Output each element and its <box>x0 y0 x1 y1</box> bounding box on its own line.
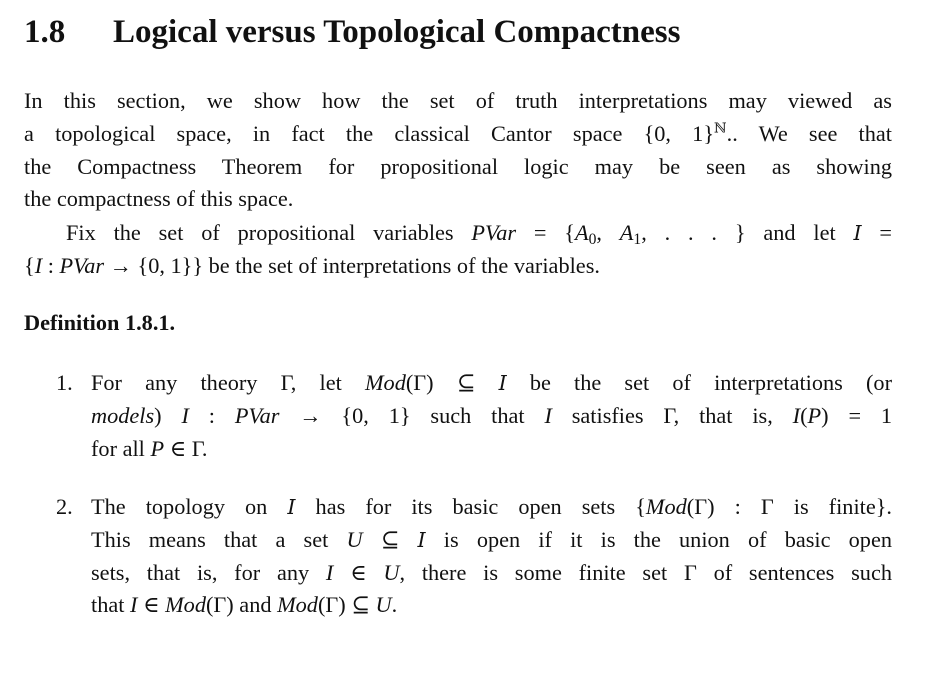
text: .. We see that <box>726 120 892 146</box>
math-cal-i: I <box>417 527 426 552</box>
text: , there is some finite set Γ of sentences such <box>399 559 892 585</box>
section-title: Logical versus Topological Compactness <box>113 14 681 50</box>
math-i: I <box>130 592 138 618</box>
math-i: I <box>181 402 189 428</box>
text: : <box>42 252 60 278</box>
emphasis-models: models <box>91 402 155 428</box>
text: ( <box>800 402 808 428</box>
math-pvar: PVar <box>234 402 280 428</box>
math-u: U <box>383 559 400 585</box>
definition-heading: Definition 1.8.1. <box>24 310 176 335</box>
text: Fix the set of propositional variables <box>66 220 472 245</box>
fix-line <box>24 217 892 250</box>
text: (Γ) ⊆ <box>317 592 376 618</box>
text: : <box>188 402 235 428</box>
math-u: U <box>346 526 363 552</box>
text: a topological space, in fact the classical Cantor space {0, 1} <box>24 120 715 146</box>
text: that <box>91 592 131 618</box>
item-line <box>91 589 892 622</box>
subscript: 0 <box>588 230 597 248</box>
text: . <box>391 592 398 618</box>
text: (Γ) : Γ is finite}. <box>686 494 893 519</box>
text: ∈ <box>333 559 384 585</box>
math-cal-i: I <box>498 371 507 395</box>
math-a1 <box>619 220 642 248</box>
text: (Γ) ⊆ <box>405 370 499 395</box>
text: satisfies Γ, that is, <box>551 402 793 428</box>
intro-line <box>24 183 892 216</box>
text: has for its basic open sets { <box>295 494 646 519</box>
intro-line <box>24 151 892 184</box>
math-i: I <box>325 559 334 585</box>
math-mod: Mod <box>364 370 406 395</box>
item-number: 2. <box>56 494 73 519</box>
item-line <box>91 400 892 433</box>
text: { <box>24 252 35 278</box>
intro-line <box>24 85 892 118</box>
item-body <box>91 367 892 465</box>
math-i: I <box>792 402 801 428</box>
math-cal-i: I <box>853 221 862 245</box>
item-line <box>91 491 892 524</box>
text: the Compactness Theorem for propositional logic may be seen as showing <box>24 153 892 179</box>
math-i: I <box>34 252 43 278</box>
text: This means that a set <box>91 526 347 552</box>
text: ∈ <box>137 592 166 618</box>
math-u: U <box>375 592 392 618</box>
math-p: P <box>807 402 822 428</box>
math-p: P <box>150 435 165 461</box>
text: The topology on <box>91 494 288 519</box>
item-number: 1. <box>56 370 73 395</box>
definition-item-1 <box>56 367 892 465</box>
text: → {0, 1} such that <box>279 402 545 428</box>
text: For any theory Γ, let <box>91 370 365 395</box>
item-line <box>91 557 892 590</box>
subscript: 1 <box>633 230 642 248</box>
item-body <box>91 491 892 622</box>
text: A <box>574 220 589 245</box>
text: , <box>596 220 620 245</box>
item-line <box>91 433 892 466</box>
text: ) <box>154 402 182 428</box>
text: be the set of interpretations (or <box>506 370 893 395</box>
text: ) = 1 <box>821 402 893 428</box>
item-line <box>91 524 892 557</box>
math-cal-i: I <box>287 495 296 519</box>
math-a0 <box>574 220 597 248</box>
math-pvar: PVar <box>59 252 105 278</box>
text: = { <box>516 220 575 245</box>
text: (Γ) and <box>205 592 278 618</box>
math-pvar: PVar <box>471 220 517 245</box>
text: In this section, we show how the set of truth interpretations may viewed as <box>24 88 892 113</box>
fix-paragraph <box>24 217 892 283</box>
text: the compactness of this space. <box>24 186 294 212</box>
text: , . . . } and let <box>641 220 854 245</box>
text: sets, that is, for any <box>91 559 326 585</box>
text: for all <box>91 435 151 461</box>
text: ∈ Γ. <box>164 435 208 461</box>
intro-line <box>24 118 892 151</box>
section-number: 1.8 <box>24 14 66 50</box>
fix-line <box>24 250 892 283</box>
math-mod: Mod <box>165 592 206 618</box>
definition-item-2 <box>56 491 892 622</box>
naturals-superscript: ℕ <box>714 120 727 136</box>
intro-paragraph <box>24 85 892 216</box>
math-mod: Mod <box>645 494 687 519</box>
math-mod: Mod <box>277 592 318 618</box>
text: → {0, 1}} be the set of interpretations of the variables. <box>104 252 600 278</box>
text: ⊆ <box>362 526 418 552</box>
section-heading <box>24 14 680 51</box>
text: A <box>619 220 634 245</box>
text: = <box>861 220 892 245</box>
text: is open if it is the union of basic open <box>425 526 892 552</box>
item-line <box>91 367 892 400</box>
math-i: I <box>544 402 552 428</box>
